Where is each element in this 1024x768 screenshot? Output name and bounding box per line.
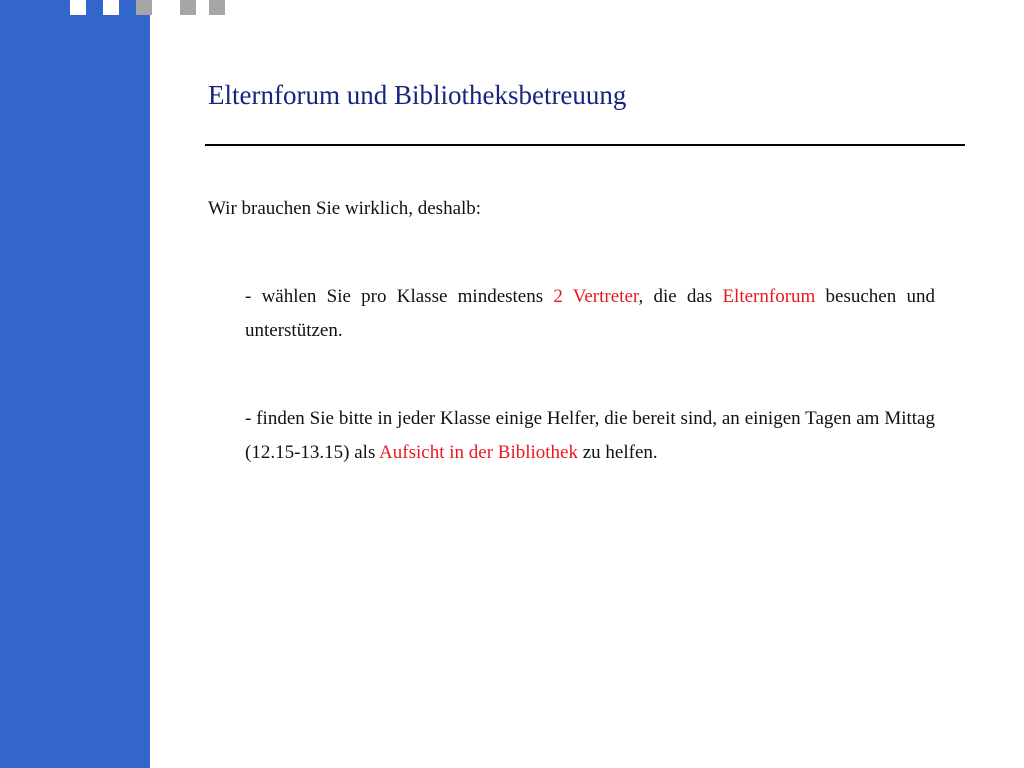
list-item-library-helpers [245, 402, 935, 470]
item-text: , die das [638, 286, 723, 307]
highlight-library-supervision: Aufsicht in der Bibliothek [379, 442, 578, 463]
item-text: besuchen und unterstützen. [245, 286, 935, 341]
list-item-representatives [245, 280, 935, 348]
decorative-square [180, 0, 196, 15]
item-text: zu helfen. [578, 442, 658, 463]
decorative-square [136, 0, 152, 15]
highlight-representatives: 2 Vertreter [553, 286, 639, 307]
decorative-square [103, 0, 119, 15]
item-text: - finden Sie bitte in jeder Klasse einige Helfer, die bereit sind, an einigen Tagen am Mittag (12.15-13.15) als [245, 408, 935, 463]
intro-text: Wir brauchen Sie wirklich, deshalb: [208, 198, 482, 219]
highlight-parent-forum: Elternforum [722, 286, 816, 307]
sidebar-decoration [0, 0, 150, 768]
slide-title: Elternforum und Bibliotheksbetreuung [208, 80, 627, 110]
item-text: - wählen Sie pro Klasse mindestens [245, 286, 554, 307]
decorative-square [70, 0, 86, 15]
decorative-square [209, 0, 225, 15]
title-divider [205, 144, 965, 146]
